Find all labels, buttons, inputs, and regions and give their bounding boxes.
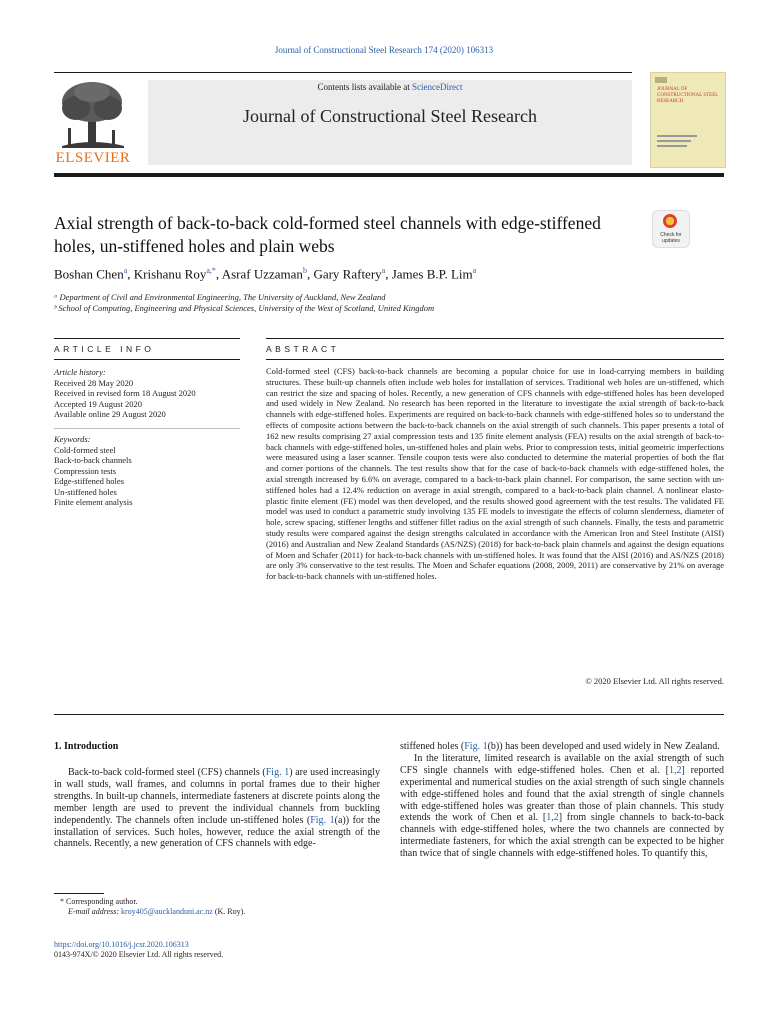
history-item: Available online 29 August 2020 [54, 409, 166, 419]
paragraph: Back-to-back cold-formed steel (CFS) channels (Fig. 1) are used increasingly in wall studs, wall frames, and columns in portal frames due to their higher strengths. In built-up channels, intermediate fasteners at discrete points along the member length are used to prevent the individual channels from buckling independently. The channels often include un-stiffened holes (Fig. 1(a)) for the installation of services. Such holes, however, reduce the axial strength of the channels. Recently, a new generation of CFS channels with edge- [54, 767, 381, 850]
journal-reference-link[interactable]: Journal of Constructional Steel Research 174 (2020) 106313 [274, 45, 494, 55]
abstract-copyright: © 2020 Elsevier Ltd. All rights reserved. [585, 676, 724, 686]
keyword-item: Finite element analysis [54, 497, 133, 507]
keywords-divider [54, 428, 240, 429]
affiliation-a: ᵃ Department of Civil and Environmental Engineering, The University of Auckland, New Zealand [54, 292, 386, 302]
keyword-item: Cold-formed steel [54, 444, 116, 455]
header-heavy-rule [54, 173, 724, 177]
affiliation-b: ᵇ School of Computing, Engineering and Physical Sciences, University of the West of Scotland, United Kingdom [54, 303, 435, 313]
keywords-label: Keywords: [54, 434, 91, 444]
section-heading-introduction: 1. Introduction [54, 741, 119, 752]
author-name[interactable]: James B.P. Lim [391, 266, 473, 282]
affiliations [54, 292, 714, 314]
journal-cover-thumbnail[interactable] [650, 72, 726, 168]
email-link[interactable]: kroy405@aucklanduni.ac.nz [121, 907, 213, 916]
corresponding-author-note: * Corresponding author. [60, 897, 138, 906]
article-info-rule [54, 338, 240, 339]
abstract-rule [266, 338, 724, 339]
journal-title[interactable]: Journal of Constructional Steel Research [243, 106, 537, 126]
author-name[interactable]: Gary Raftery [313, 266, 382, 282]
header-top-rule [54, 72, 632, 73]
footnotes [54, 897, 374, 917]
email-note: E-mail address: kroy405@aucklanduni.ac.nz (K. Roy). [68, 907, 246, 916]
elsevier-wordmark: ELSEVIER [55, 150, 131, 166]
history-item: Accepted 19 August 2020 [54, 398, 143, 409]
doi-link[interactable]: https://doi.org/10.1016/j.jcsr.2020.106313 [54, 940, 189, 949]
body-column-right [400, 741, 724, 860]
keyword-item: Edge-stiffened holes [54, 476, 124, 486]
contents-prefix: Contents lists available at [317, 82, 412, 92]
issn-line: 0143-974X/© 2020 Elsevier Ltd. All rights reserved. [54, 950, 224, 959]
body-column-left [54, 767, 380, 850]
figure-link[interactable]: Fig. 1 [464, 741, 488, 752]
contents-line [148, 82, 632, 92]
author-affil-sup[interactable]: a,* [206, 266, 216, 275]
cover-meta [657, 135, 717, 147]
article-info-subrule [54, 359, 240, 360]
author-list: Boshan Chen$^a$, Krishanu Roy$^{a,*}$, Asraf Uzzaman$^b$, Gary Raftery$^a$, James B.P. Lim$^a$ [54, 266, 477, 282]
author-name[interactable]: Asraf Uzzaman [221, 266, 303, 282]
author-name[interactable]: Krishanu Roy [133, 266, 207, 282]
check-for-updates-button[interactable] [652, 210, 690, 248]
article-title: Axial strength of back-to-back cold-formed steel channels with edge-stiffened holes, un-stiffened holes and plain webs [54, 213, 601, 256]
paragraph: In the literature, limited research is available on the axial strength of such CFS single channels with edge-stiffened holes. Chen et al. [1,2] reported experimental and numerical studies on the axial strength of such single channels with edge-stiffened holes and found that the axial strength of single channels with edge-stiffened holes was greater than those of plain channels. This study extends the work of Chen et al. [1,2] from single channels to back-to-back channels with edge-stiffened holes, where the two channels are connected by intermediate fasteners, for which the axial strength can be expected to be higher than twice that of single channels with edge-stiffened holes. To quantify this, [400, 752, 725, 860]
abstract-bottom-rule [54, 714, 724, 715]
sciencedirect-link[interactable]: ScienceDirect [412, 82, 463, 92]
author-affil-sup[interactable]: a [381, 266, 386, 275]
reference-link[interactable]: 1,2 [546, 812, 559, 824]
figure-link[interactable]: Fig. 1 [265, 767, 290, 778]
history-label: Article history: [54, 367, 106, 377]
abstract-heading: ABSTRACT [266, 344, 340, 354]
article-history [54, 367, 240, 420]
footnote-rule [54, 893, 104, 894]
history-item: Received 28 May 2020 [54, 377, 134, 388]
author-affil-sup[interactable]: a [472, 266, 477, 275]
article-info-heading: ARTICLE INFO [54, 344, 155, 354]
abstract-text: Cold-formed steel (CFS) back-to-back channels are becoming a popular choice for use in load-carrying members in building structures. These built-up channels often include web holes for installation of services. Traditional web holes are un-stiffened, which can restrict the size and spacing of holes. Recently, a new generation of CFS channels with edge-stiffened holes has been developed and used widely in New Zealand. No research has been reported in the literature to investigate the axial strength of back-to-back channels with edge-stiffened holes. Experiments are required on back-to-back channels with edge-stiffened holes so to understand the effects of composite actions between the back-to-back channels on the axial strength of such channels. This paper presents a total of 162 new results comprising 27 axial compression tests and 135 finite element analysis (FEA) results on the axial strength of back-to-back channels with edge-stiffened holes, un-stiffened holes and plain webs. Prior to compression tests, initial geometric imperfections were measured using a laser scanner. Tensile coupon tests were also conducted to determine the material properties of both the flat and corner portions of the channels. The test results show that for the case of back-to-back channels with edge-stiffened holes, the axial strength increased by 6.6% on average, compared to a back-to-back plain channel. For comparison, the same section with un-stiffened holes had a 12.4% reduction on average in axial strength, compared to a back-to-back plain channel. A nonlinear elasto-plastic finite element (FE) model was then developed, and the results showed good agreement with the test results. The validated FE model was used to conduct a parametric study involving 135 FE models to investigate the effects of column slenderness, diameter of hole, screw spacing, stiffener lengths and stiffener fillet radius on the axial strength of such channels. Finally, the tests and parametric study results were compared against the design strengths calculated in accordance with the American Iron and Steel Institute (AISI) (2016) and Australian and New Zealand Standards (AS/NZS) (2018) for back-to-back plain channels and against the design equations of Moen and Schafer (2011) for back-to-back channels with un-stiffened holes. It was found that the AISI (2016) and AS/NZS (2018) are only 3% conservative to the test results. The Moen and Schafer equations (2008, 2009, 2011) are conservative by 21% on average for back-to-back channels with un-stiffened holes. [266, 366, 724, 582]
paragraph: stiffened holes (Fig. 1(b)) has been developed and used widely in New Zealand. [400, 741, 720, 752]
author-name[interactable]: Boshan Chen [54, 266, 124, 282]
keyword-item: Back-to-back channels [54, 455, 132, 465]
keyword-item: Un-stiffened holes [54, 486, 117, 497]
keywords [54, 434, 240, 508]
author-affil-sup[interactable]: b [302, 266, 307, 275]
reference-link[interactable]: 1,2 [669, 764, 682, 776]
keyword-item: Compression tests [54, 465, 117, 476]
author-affil-sup[interactable]: a [123, 266, 128, 275]
history-item: Received in revised form 18 August 2020 [54, 388, 196, 398]
abstract-subrule [266, 359, 724, 360]
check-updates-label: Check for updates [660, 232, 682, 244]
cover-bar [655, 77, 667, 83]
doi-block [54, 940, 374, 960]
figure-link[interactable]: Fig. 1 [310, 814, 335, 826]
cover-title: JOURNAL OF CONSTRUCTIONAL STEEL RESEARCH [657, 87, 719, 104]
